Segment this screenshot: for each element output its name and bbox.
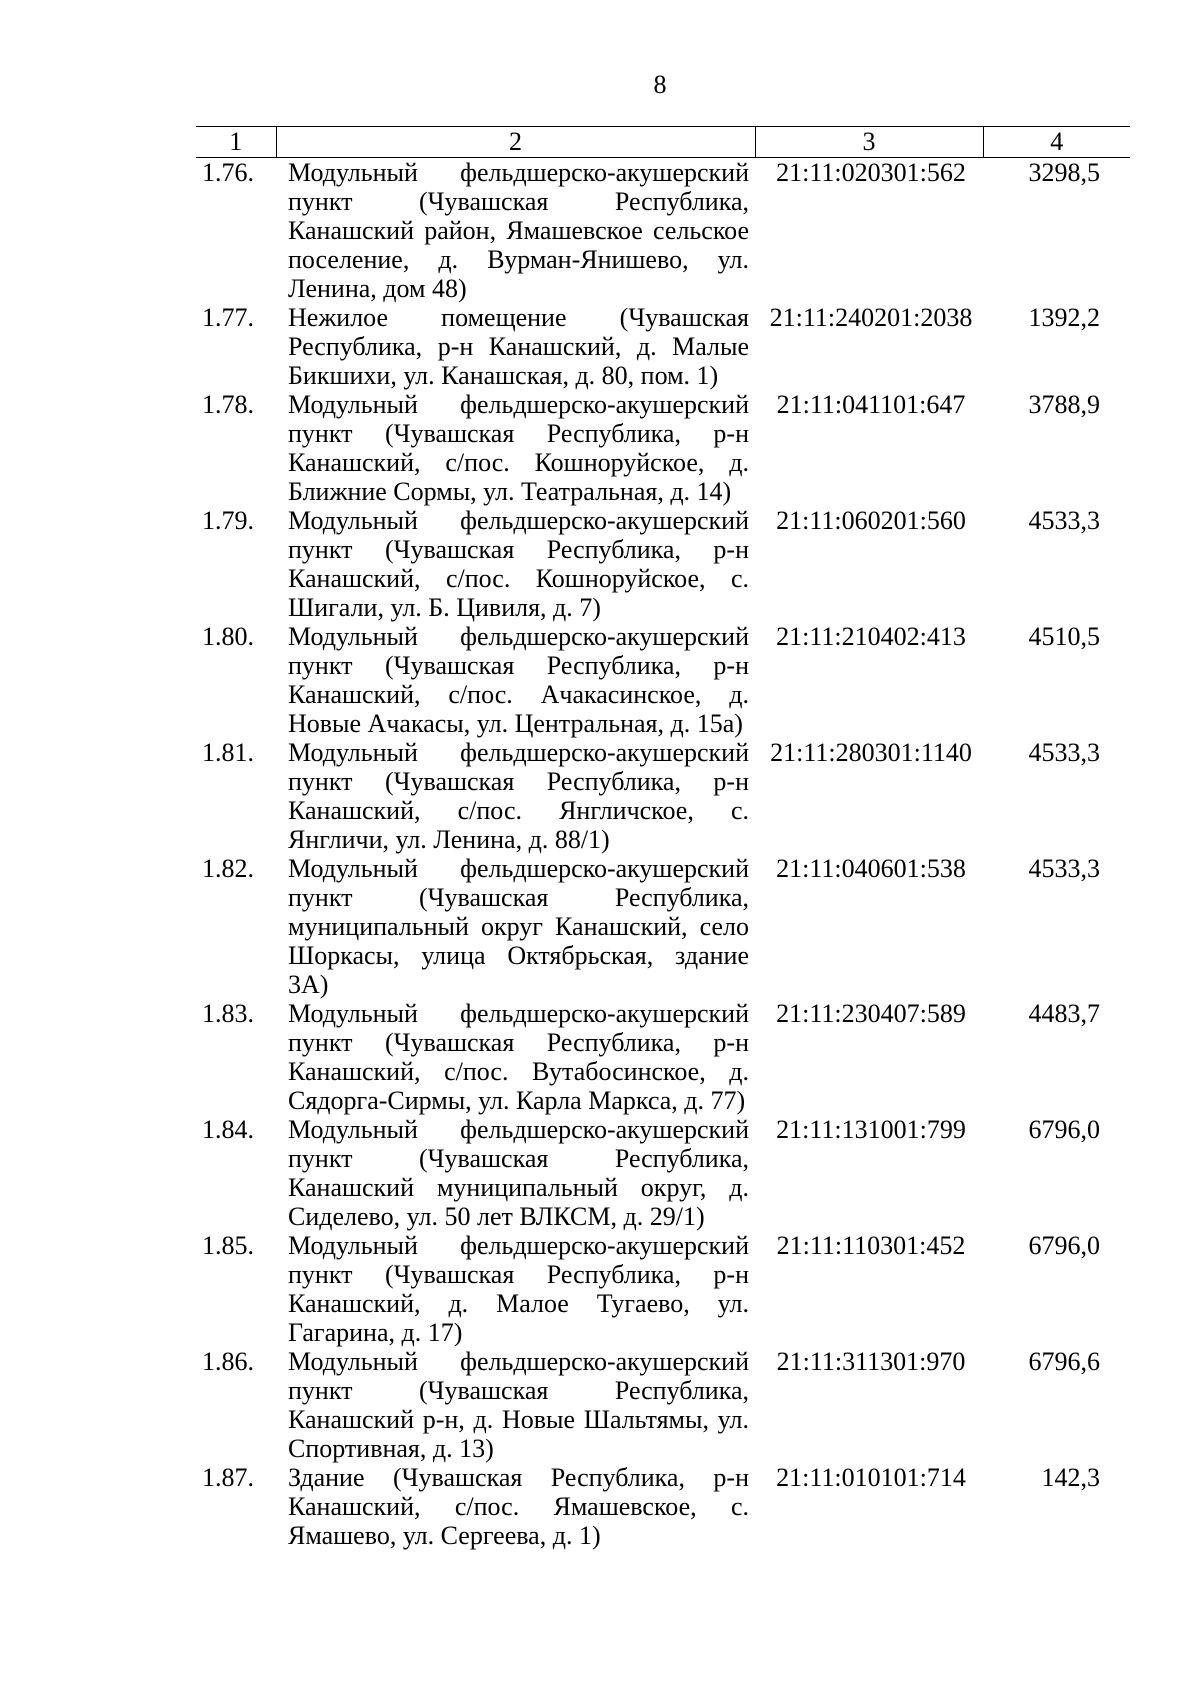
area-value: 3298,5 [1028, 158, 1100, 187]
row-number: 1.81. [202, 738, 254, 767]
area-value: 6796,6 [1028, 1347, 1100, 1376]
cadastral-number: 21:11:230407:589 [776, 999, 966, 1028]
table-row [196, 158, 1130, 304]
row-number: 1.87. [202, 1463, 254, 1492]
table-row [196, 622, 1130, 738]
object-description: Модульный фельдшерско-акушерский пункт (Чувашская Республика, р-н Канашский, с/пос. Кошноруйское, с. Шигали, ул. Б. Цивиля, д. 7) [288, 506, 749, 622]
table-row [196, 506, 1130, 622]
row-number: 1.86. [202, 1347, 254, 1376]
table-row [196, 854, 1130, 999]
cadastral-number: 21:11:020301:562 [776, 158, 966, 187]
object-description: Здание (Чувашская Республика, р-н Канашский, с/пос. Ямашевское, с. Ямашево, ул. Сергеева, д. 1) [288, 1463, 749, 1550]
table-row [196, 1347, 1130, 1463]
object-description: Модульный фельдшерско-акушерский пункт (Чувашская Республика, муниципальный округ Канашский, село Шоркасы, улица Октябрьская, здание 3А) [288, 854, 749, 999]
object-description: Модульный фельдшерско-акушерский пункт (Чувашская Республика, р-н Канашский, с/пос. Кошноруйское, д. Ближние Сормы, ул. Театральная, д. 14) [288, 390, 749, 506]
cadastral-number: 21:11:060201:560 [776, 506, 966, 535]
object-description: Нежилое помещение (Чувашская Республика, р-н Канашский, д. Малые Бикшихи, ул. Канашская, д. 80, пом. 1) [288, 303, 749, 390]
area-value: 142,3 [1041, 1463, 1100, 1492]
table-body [196, 158, 1130, 1551]
table-row [196, 1463, 1130, 1550]
area-value: 6796,0 [1028, 1231, 1100, 1260]
object-description: Модульный фельдшерско-акушерский пункт (Чувашская Республика, р-н Канашский, с/пос. Янгличское, с. Янгличи, ул. Ленина, д. 88/1) [288, 738, 749, 854]
row-number: 1.84. [202, 1115, 254, 1144]
object-description: Модульный фельдшерско-акушерский пункт (Чувашская Республика, р-н Канашский, с/пос. Ачакасинское, д. Новые Ачакасы, ул. Центральная, д. 15а) [288, 622, 749, 738]
table-row [196, 390, 1130, 506]
row-number: 1.78. [202, 390, 254, 419]
cadastral-number: 21:11:311301:970 [776, 1347, 966, 1376]
row-number: 1.82. [202, 854, 254, 883]
table-row [196, 303, 1130, 390]
table-header-row [196, 127, 1130, 158]
row-number: 1.77. [202, 303, 254, 332]
area-value: 4510,5 [1028, 622, 1100, 651]
cadastral-number: 21:11:010101:714 [776, 1463, 966, 1492]
cadastral-number: 21:11:041101:647 [776, 390, 966, 419]
area-value: 4533,3 [1028, 854, 1100, 883]
area-value: 3788,9 [1028, 390, 1100, 419]
cadastral-number: 21:11:240201:2038 [769, 303, 973, 332]
table-row [196, 999, 1130, 1115]
column-header-2: 2 [276, 127, 755, 158]
table-row [196, 1231, 1130, 1347]
table-row [196, 1115, 1130, 1231]
row-number: 1.80. [202, 622, 254, 651]
table-row [196, 738, 1130, 854]
area-value: 4533,3 [1028, 738, 1100, 767]
row-number: 1.85. [202, 1231, 254, 1260]
object-description: Модульный фельдшерско-акушерский пункт (Чувашская Республика, р-н Канашский, д. Малое Тугаево, ул. Гагарина, д. 17) [288, 1231, 749, 1347]
row-number: 1.83. [202, 999, 254, 1028]
row-number: 1.76. [202, 158, 254, 187]
object-description: Модульный фельдшерско-акушерский пункт (Чувашская Республика, Канашский муниципальный округ, д. Сиделево, ул. 50 лет ВЛКСМ, д. 29/1) [288, 1115, 749, 1231]
area-value: 4533,3 [1028, 506, 1100, 535]
column-header-3: 3 [755, 127, 983, 158]
object-description: Модульный фельдшерско-акушерский пункт (Чувашская Республика, Канашский р-н, д. Новые Шальтямы, ул. Спортивная, д. 13) [288, 1347, 749, 1463]
column-header-1: 1 [196, 127, 276, 158]
cadastral-number: 21:11:110301:452 [776, 1231, 966, 1260]
page-number: 8 [653, 70, 667, 99]
cadastral-number: 21:11:040601:538 [776, 854, 966, 883]
property-table [196, 126, 1130, 1550]
area-value: 6796,0 [1028, 1115, 1100, 1144]
object-description: Модульный фельдшерско-акушерский пункт (Чувашская Республика, Канашский район, Ямашевское сельское поселение, д. Вурман-Янишево, ул. Ленина, дом 48) [288, 158, 749, 303]
column-header-4: 4 [983, 127, 1130, 158]
area-value: 1392,2 [1028, 303, 1100, 332]
cadastral-number: 21:11:210402:413 [776, 622, 966, 651]
row-number: 1.79. [202, 506, 254, 535]
object-description: Модульный фельдшерско-акушерский пункт (Чувашская Республика, р-н Канашский, с/пос. Вутабосинское, д. Сядорга-Сирмы, ул. Карла Маркса, д. 77) [288, 999, 749, 1115]
cadastral-number: 21:11:131001:799 [776, 1115, 966, 1144]
cadastral-number: 21:11:280301:1140 [770, 738, 972, 767]
area-value: 4483,7 [1028, 999, 1100, 1028]
